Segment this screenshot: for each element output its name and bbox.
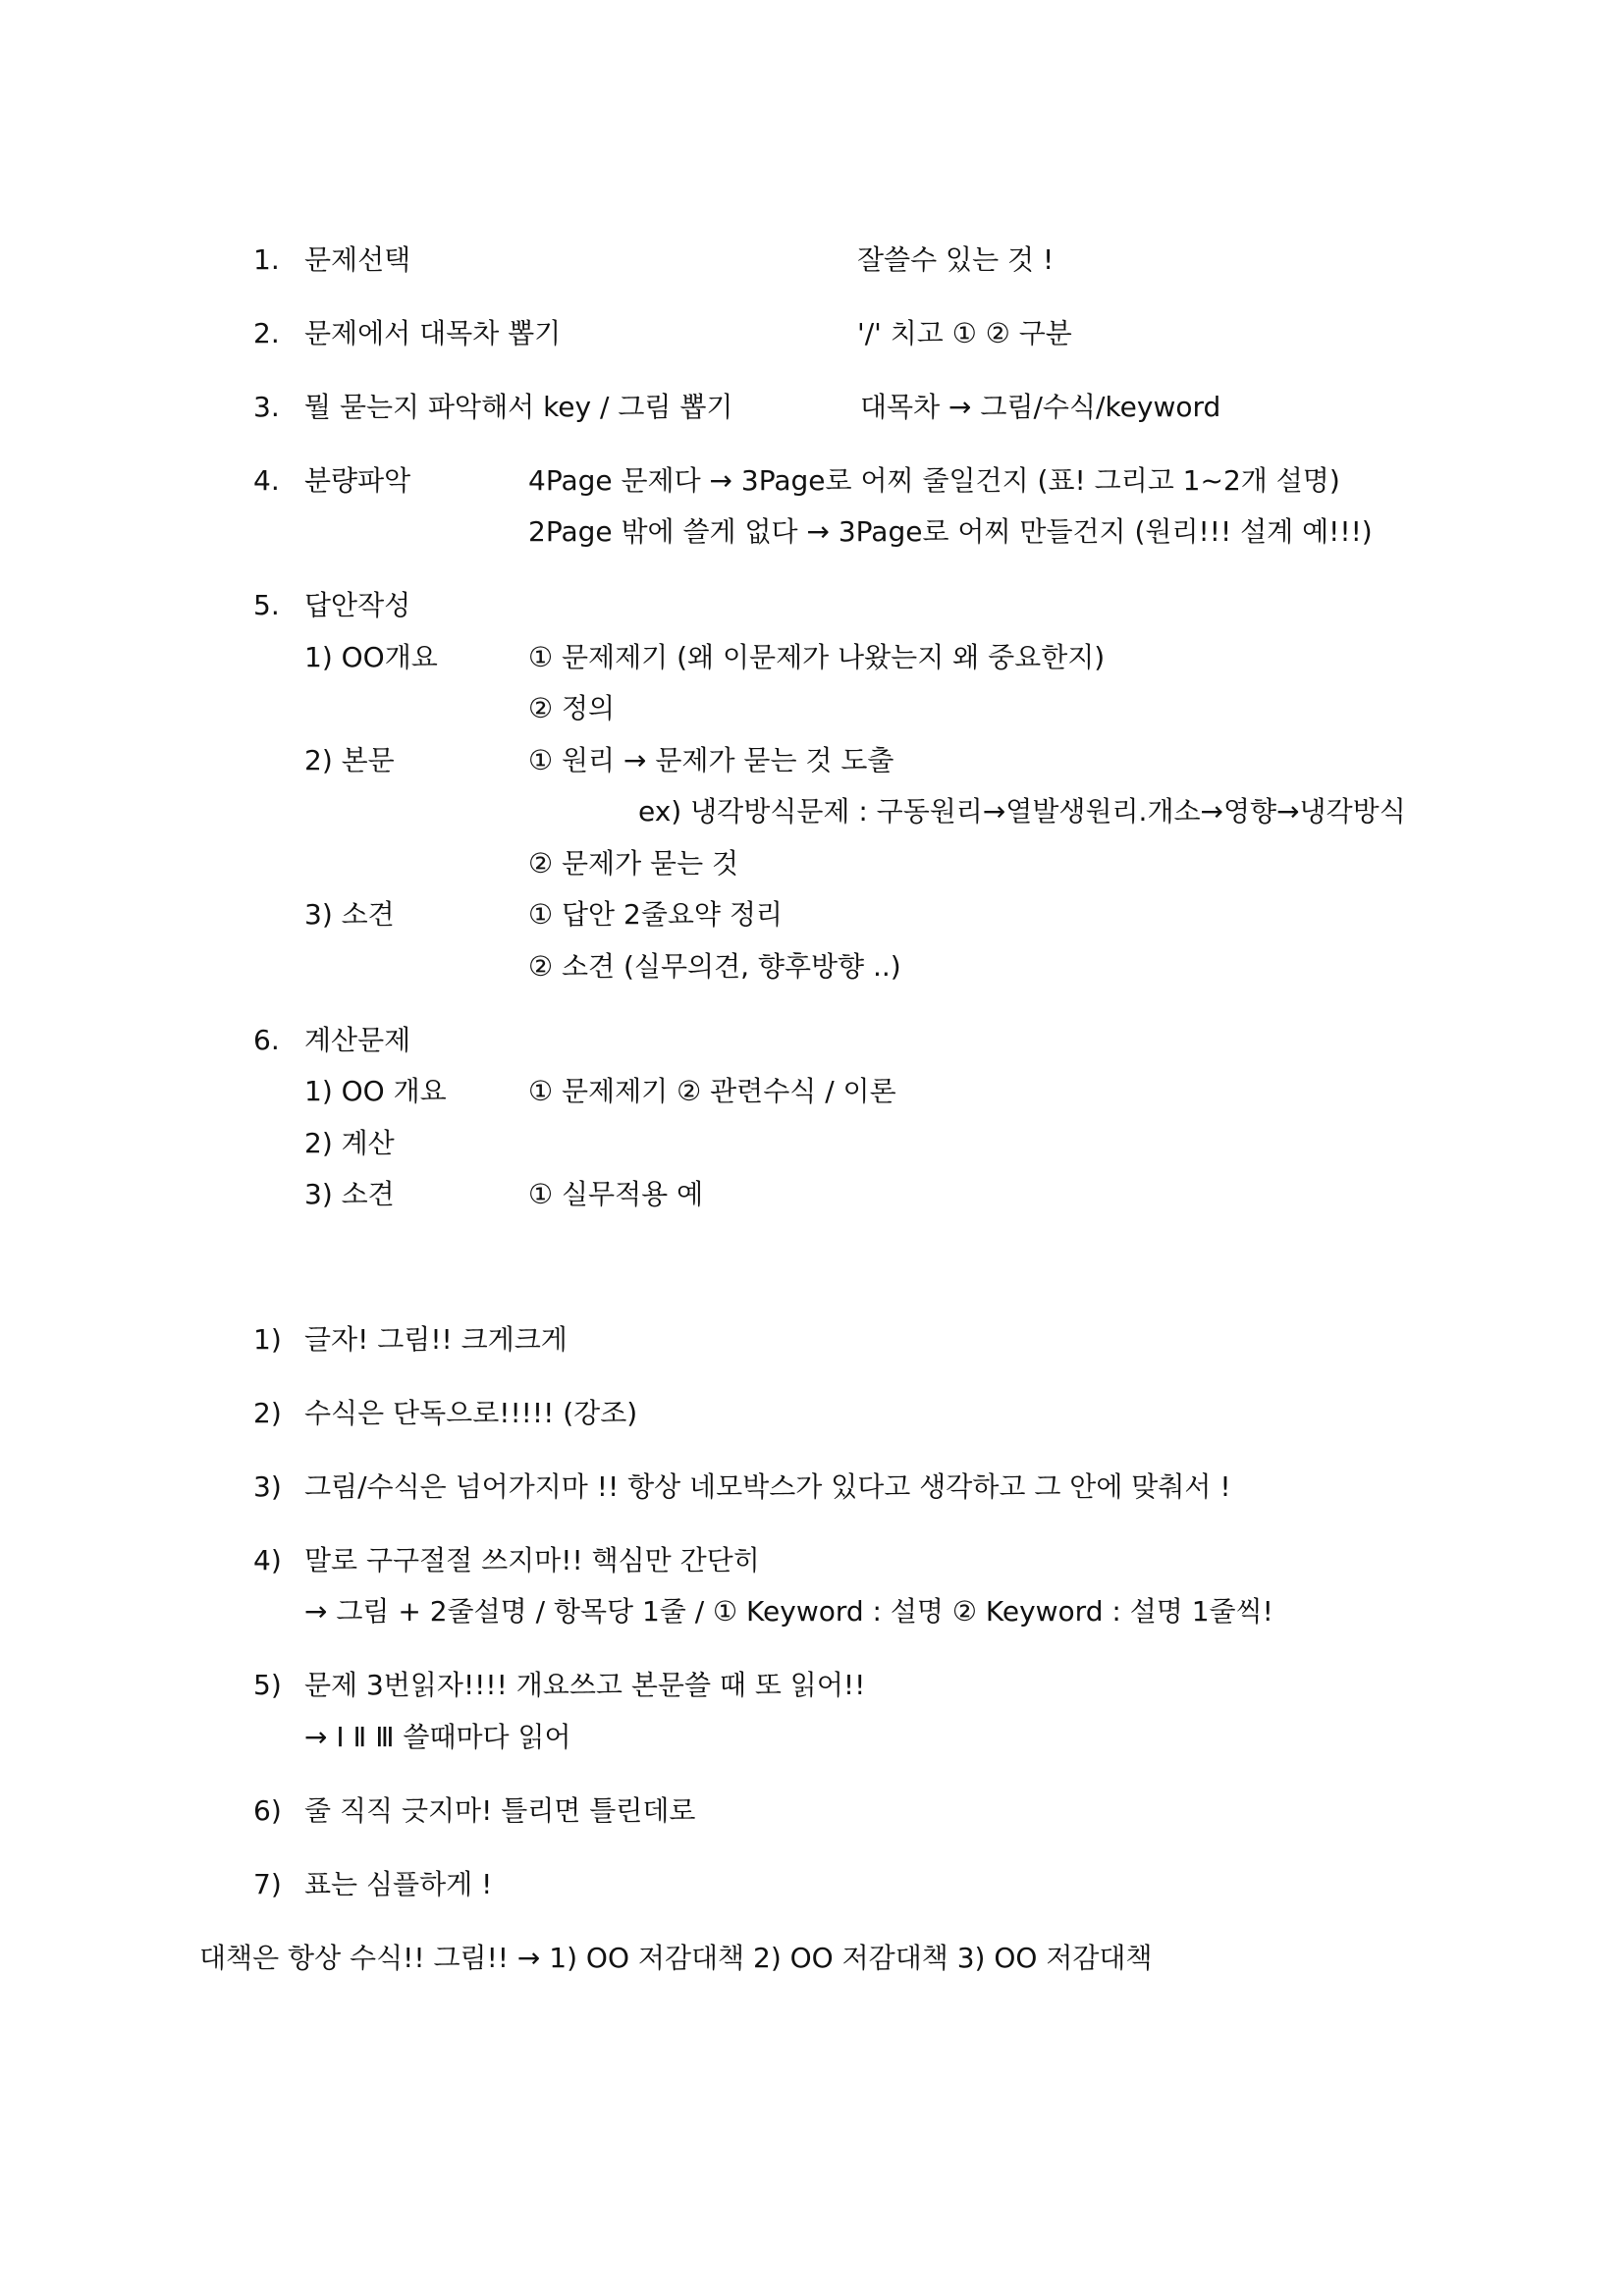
step-2-label: 문제에서 대목차 뽑기	[304, 317, 562, 349]
step-5-label: 답안작성	[304, 589, 411, 621]
step-4-label: 분량파악	[304, 464, 411, 497]
closing-line: 대책은 항상 수식!! 그림!! → 1) OO 저감대책 2) OO 저감대책 3) OO 저감대책	[199, 1942, 1153, 1974]
step-1-note: 잘쓸수 있는 것 !	[857, 243, 1055, 276]
step-6-sub-3-label: 3) 소견	[304, 1178, 395, 1210]
step-2-note: '/' 치고 ① ② 구분	[857, 317, 1072, 349]
step-3-label: 뭘 묻는지 파악해서 key / 그림 뽑기	[304, 391, 733, 423]
tip-2-number: 2)	[253, 1397, 282, 1429]
step-5-sub-1-item-1: ① 문제제기 (왜 이문제가 나왔는지 왜 중요한지)	[528, 641, 1106, 673]
step-3-note: 대목차 → 그림/수식/keyword	[860, 391, 1221, 423]
step-5-sub-2-item-2: ② 문제가 묻는 것	[528, 847, 739, 880]
step-6-sub-1-label: 1) OO 개요	[304, 1075, 447, 1107]
tip-6-number: 6)	[253, 1794, 282, 1827]
tip-1-text: 글자! 그림!! 크게크게	[304, 1323, 568, 1356]
step-5-sub-2-example: ex) 냉각방식문제 : 구동원리→열발생원리.개소→영향→냉각방식	[638, 795, 1406, 828]
step-5-sub-3-label: 3) 소견	[304, 898, 395, 931]
tip-3-text: 그림/수식은 넘어가지마 !! 항상 네모박스가 있다고 생각하고 그 안에 맞춰서 !	[304, 1470, 1231, 1503]
step-5-number: 5.	[253, 589, 280, 621]
tip-5-sub: → Ⅰ Ⅱ Ⅲ 쓸때마다 읽어	[304, 1721, 571, 1753]
step-5-sub-2-item-1: ① 원리 → 문제가 묻는 것 도출	[528, 744, 894, 776]
step-6-number: 6.	[253, 1024, 280, 1056]
step-5-sub-3-item-1: ① 답안 2줄요약 정리	[528, 898, 783, 931]
tip-5-text: 문제 3번읽자!!!! 개요쓰고 본문쓸 때 또 읽어!!	[304, 1669, 866, 1701]
step-4-line-1: 4Page 문제다 → 3Page로 어찌 줄일건지 (표! 그리고 1~2개 설명)	[528, 464, 1340, 497]
tip-2-text: 수식은 단독으로!!!!! (강조)	[304, 1397, 638, 1429]
step-5-sub-1-item-2: ② 정의	[528, 692, 616, 724]
step-6-label: 계산문제	[304, 1024, 411, 1056]
step-1-label: 문제선택	[304, 243, 411, 276]
step-5-sub-3-item-2: ② 소견 (실무의견, 향후방향 ..)	[528, 950, 901, 983]
step-5-sub-2-label: 2) 본문	[304, 744, 395, 776]
step-2-number: 2.	[253, 317, 280, 349]
tip-7-text: 표는 심플하게 !	[304, 1868, 493, 1900]
tip-6-text: 줄 직직 긋지마! 틀리면 틀린데로	[304, 1794, 696, 1827]
tip-1-number: 1)	[253, 1323, 282, 1356]
step-6-sub-1-item-1: ① 문제제기 ② 관련수식 / 이론	[528, 1075, 896, 1107]
step-5-sub-1-label: 1) OO개요	[304, 641, 438, 673]
step-1-number: 1.	[253, 243, 280, 276]
step-6-sub-3-item-1: ① 실무적용 예	[528, 1178, 704, 1210]
tip-3-number: 3)	[253, 1470, 282, 1503]
step-4-number: 4.	[253, 464, 280, 497]
tip-4-sub: → 그림 + 2줄설명 / 항목당 1줄 / ① Keyword : 설명 ② Keyword : 설명 1줄씩!	[304, 1595, 1273, 1628]
tip-5-number: 5)	[253, 1669, 282, 1701]
step-3-number: 3.	[253, 391, 280, 423]
tip-4-number: 4)	[253, 1544, 282, 1576]
tip-7-number: 7)	[253, 1868, 282, 1900]
tip-4-text: 말로 구구절절 쓰지마!! 핵심만 간단히	[304, 1544, 760, 1576]
step-4-line-2: 2Page 밖에 쓸게 없다 → 3Page로 어찌 만들건지 (원리!!! 설계 예!!!)	[528, 515, 1373, 548]
step-6-sub-2-label: 2) 계산	[304, 1127, 395, 1159]
